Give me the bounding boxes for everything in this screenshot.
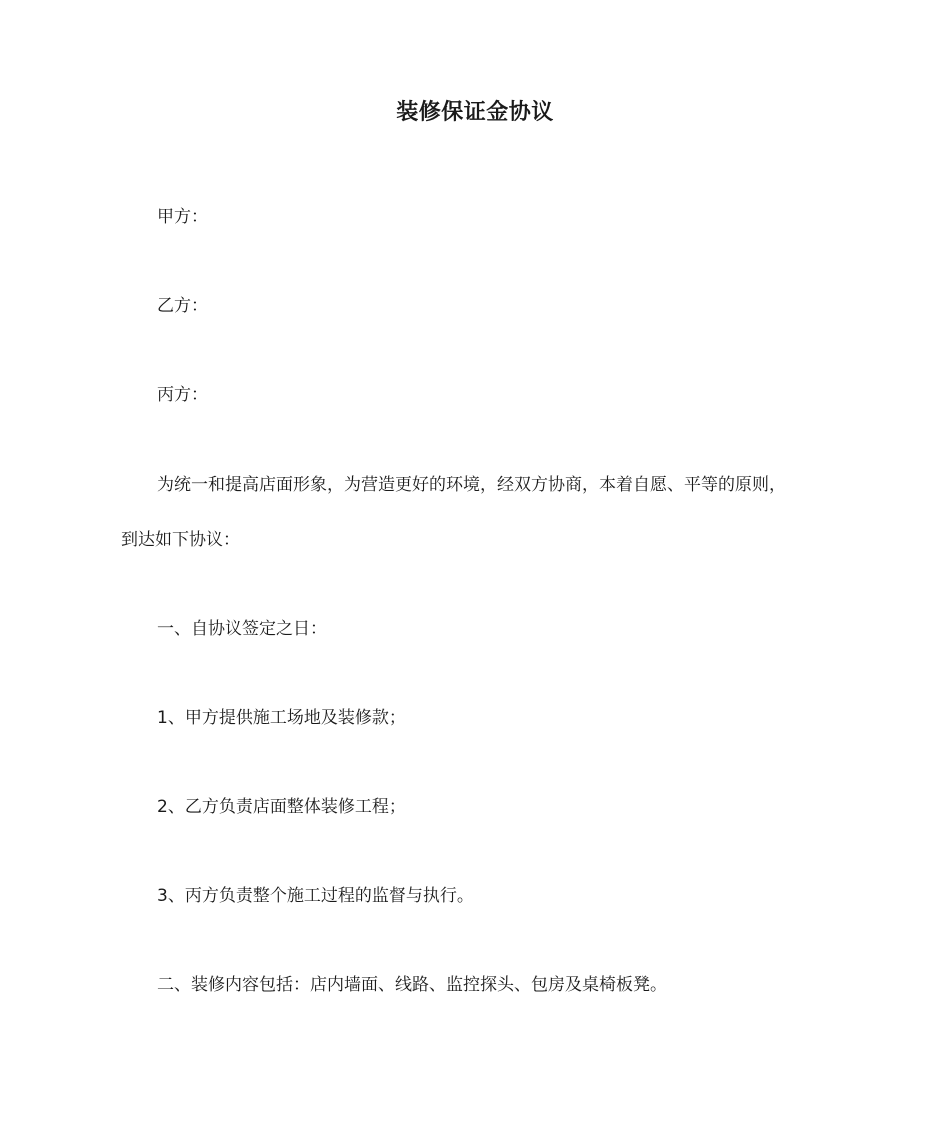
section1-item-2: 2、乙方负责店面整体装修工程； [157, 797, 406, 817]
party-c-line: 丙方： [157, 385, 208, 405]
document-title: 装修保证金协议 [396, 100, 554, 125]
intro-paragraph-line2: 到达如下协议： [121, 530, 240, 550]
intro-paragraph-line1: 为统一和提高店面形象，为营造更好的环境，经双方协商，本着自愿、平等的原则， [157, 475, 786, 495]
section2-paragraph: 二、装修内容包括：店内墙面、线路、监控探头、包房及桌椅板凳。 [157, 975, 667, 995]
section1-item-3: 3、丙方负责整个施工过程的监督与执行。 [157, 886, 474, 906]
section1-heading: 一、自协议签定之日： [157, 619, 327, 639]
party-b-line: 乙方： [157, 296, 208, 316]
section1-item-1: 1、甲方提供施工场地及装修款； [157, 708, 406, 728]
party-a-line: 甲方： [157, 207, 208, 227]
